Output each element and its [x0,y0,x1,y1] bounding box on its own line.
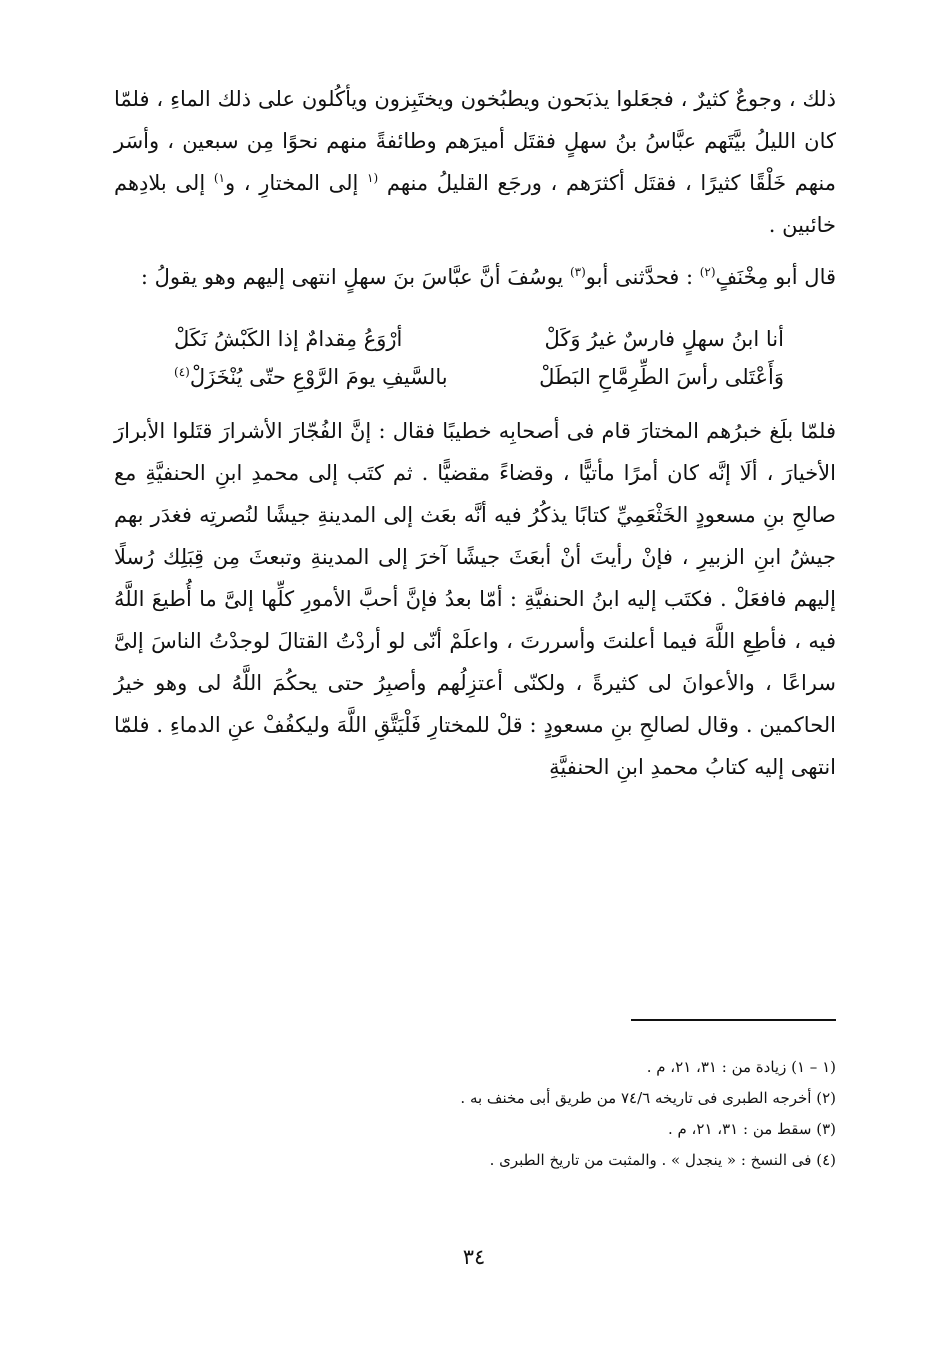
footnote-ref-3: (٣) [569,265,586,279]
paragraph-2-text-c: يوسُفَ أنَّ عبَّاسَ بنَ سهلٍ انتهى إليهم وهو يقولُ : [140,265,570,289]
footnote-ref-2: (٢) [699,265,716,279]
footnote-ref-4: (٤) [174,365,190,379]
verse-2-second-hemistich [174,358,448,396]
poetry-verses [114,320,836,396]
paragraph-1-tail-b: إلى بلادِهم خائبين . [114,171,836,237]
paragraph-1 [114,78,836,246]
verse-1-second-hemistich: أرْوَعُ مِقدامٌ إذا الكَبْشُ نَكَلْ [174,327,403,351]
footnotes [114,1052,836,1176]
footnote-3: (٣) سقط من : ٣١، ٢١، م . [667,1120,836,1138]
paragraph-1-tail-a: إلى المختارِ ، و [224,171,368,195]
footnote-ref-1-close: ١) [213,171,225,185]
verse-2-first-hemistich: وَأَعْتَلى رأسَ الطِّرِمَّاحِ البَطَلْ [539,365,784,389]
main-text [114,78,836,788]
verse-line-1 [114,320,836,358]
page-number: ٣٤ [462,1245,486,1269]
paragraph-2 [114,256,836,298]
footnote-ref-1-open: (١ [367,171,379,185]
footnote-2: (٢) أخرجه الطبرى فى تاريخه ٧٤/٦ من طريق أبى مخنف به . [460,1089,836,1107]
verse-2-second-hemistich-text: بالسَّيفِ يومَ الرَّوْعِ حتّى يُنْخَزَلْ [189,365,448,389]
footnote-4: (٤) فى النسخ : « ينجدل » . والمثبت من تاريخ الطبرى . [489,1151,836,1169]
verse-1-first-hemistich: أنا ابنُ سهلٍ فارسٌ غيرُ وَكَلْ [544,327,784,351]
footnote-divider [631,1019,836,1021]
footnote-1: (١ – ١) زيادة من : ٣١، ٢١، م . [646,1058,836,1076]
verse-line-2 [114,358,836,396]
paragraph-2-text-a: قال أبو مِخْنَفٍ [715,265,836,289]
paragraph-3: فلمّا بلَغ خبرُهم المختارَ قام فى أصحابِه خطيبًا فقال : إنَّ الفُجّارَ الأشرارَ قتَلوا الأبرارَ الأخيارَ ، ألَا إنَّه كان أمرًا مأتيًّا ، وقضاءً مقضيًّا . ثم كتَب إلى محمدِ ابنِ الحنفيَّةِ مع صالحِ بنِ مسعودٍ الخَثْعَمِيِّ كتابًا يذكُرُ فيه أنَّه بعَث إلى المدينةِ جيشًا لنُصرتِه فغدَر بهم جيشُ ابنِ الزبيرِ ، فإنْ رأيتَ أنْ أبعَثَ جيشًا آخرَ إلى المدينةِ وتبعثَ مِن قِبَلِك رُسلًا إليهم فافعَلْ . فكتَب إليه ابنُ الحنفيَّةِ : أمّا بعدُ فإنَّ أحبَّ الأمورِ كلِّها إلىَّ ما أُطيعَ اللَّهُ فيه ، فأطِعِ اللَّهَ فيما أعلنتَ وأسررتَ ، واعلَمْ أنّى لو أردْتُ القتالَ لوجدْتُ الناسَ إلىَّ سراعًا ، والأعوانَ لى كثيرةً ، ولكنّى أعتزِلُهم وأصبِرُ حتى يحكُمَ اللَّهُ لى وهو خيرُ الحاكمين . وقال لصالحِ بنِ مسعودٍ : قلْ للمختارِ فَلْيَتَّقِ اللَّهَ وليكفُفْ عنِ الدماءِ . فلمّا انتهى إليه كتابُ محمدِ ابنِ الحنفيَّةِ [114,419,836,779]
paragraph-2-text-b: : فحدَّثنى أبو [585,265,700,289]
paragraph-1-text: ذلك ، وجوعٌ كثيرٌ ، فجعَلوا يذبَحون ويطبُخون ويختَبِزون ويأكُلون على ذلك الماءِ ، فلمّا كان الليلُ بيَّتَهم عبَّاسُ بنُ سهلٍ فقتَل أميرَهم وطائفةً منهم نحوًا مِن سبعين ، وأسَر منهم خَلْقًا كثيرًا ، فقتَل أكثرَهم ، ورجَع القليلُ منهم [114,87,836,195]
